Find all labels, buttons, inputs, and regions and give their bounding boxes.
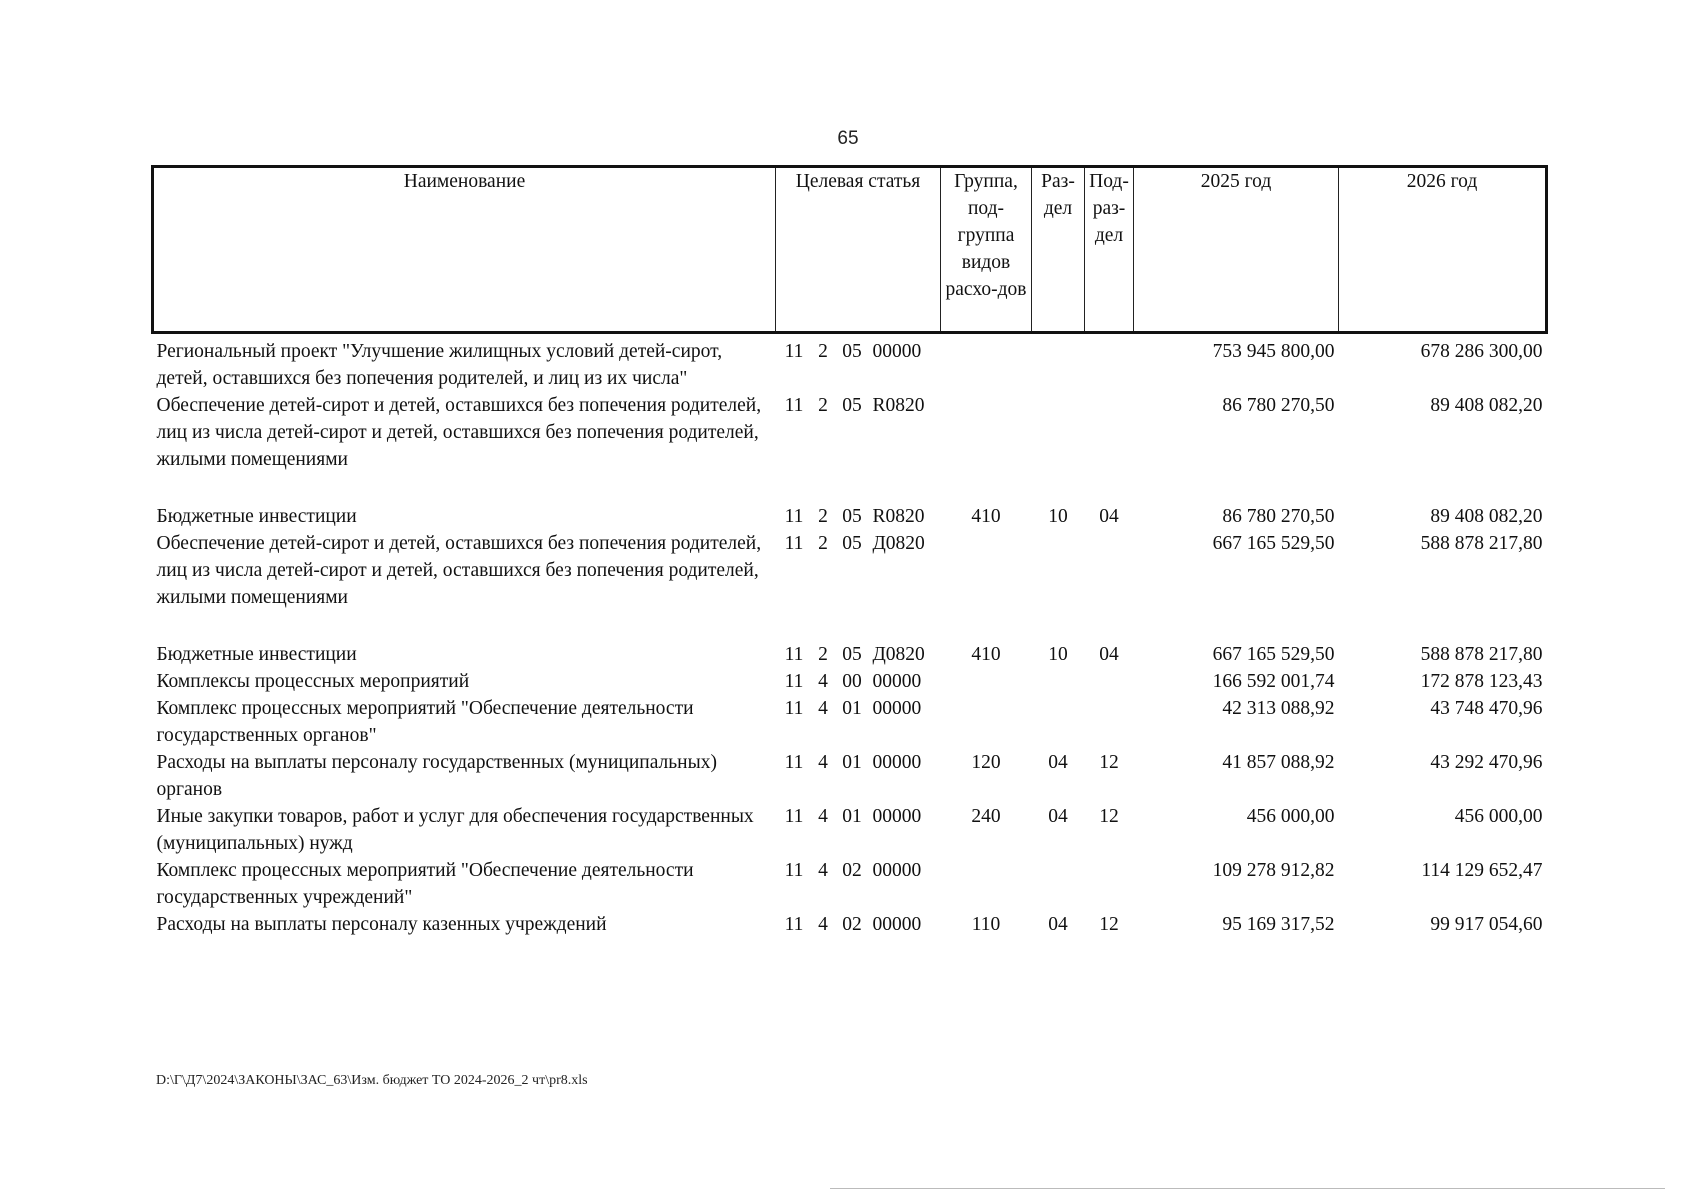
row-2026: 99 917 054,60 (1430, 914, 1543, 935)
table-header (153, 167, 1547, 333)
table-row (153, 803, 1547, 857)
row-group: 410 (971, 644, 1001, 665)
row-2026: 89 408 082,20 (1430, 395, 1543, 416)
row-2025: 166 592 001,74 (1212, 671, 1335, 692)
row-article-3: 00 (842, 671, 862, 692)
row-article-3: 02 (842, 914, 862, 935)
row-article-3: 01 (842, 806, 862, 827)
row-article-1: 11 (784, 533, 804, 554)
row-2026: 588 878 217,80 (1420, 644, 1543, 665)
row-article-2: 2 (818, 395, 828, 416)
row-group (941, 333, 1032, 393)
row-article-3: 01 (842, 698, 862, 719)
header-group (941, 167, 1032, 333)
row-group (941, 857, 1032, 911)
row-group (941, 668, 1032, 695)
row-article-2: 4 (818, 671, 828, 692)
row-article-1: 11 (784, 506, 804, 527)
row-article-1: 11 (784, 806, 804, 827)
row-group (941, 530, 1032, 641)
row-group (941, 695, 1032, 749)
row-2026: 456 000,00 (1454, 806, 1543, 827)
header-section: Раз-дел (1032, 167, 1085, 333)
row-article-3: 05 (842, 395, 862, 416)
row-article-1: 11 (784, 671, 804, 692)
row-section (1032, 333, 1085, 393)
row-2025: 667 165 529,50 (1212, 533, 1335, 554)
row-article-1: 11 (784, 698, 804, 719)
row-name: Обеспечение детей-сирот и детей, оставшихся без попечения родителей, лиц из числа детей-сирот и детей, оставшихся без попечения родителей, жилыми помещениями (156, 395, 762, 470)
scan-artifact-line (830, 1188, 1665, 1189)
row-group: 240 (971, 806, 1001, 827)
table-row (153, 857, 1547, 911)
row-subsection (1085, 857, 1134, 911)
row-subsection: 12 (1099, 806, 1119, 827)
header-name: Наименование (153, 167, 776, 333)
table-row (153, 668, 1547, 695)
row-subsection (1085, 668, 1134, 695)
row-name: Бюджетные инвестиции (156, 644, 357, 665)
row-article-2: 4 (818, 752, 828, 773)
row-2026: 43 292 470,96 (1430, 752, 1543, 773)
row-subsection: 12 (1099, 752, 1119, 773)
row-subsection (1085, 695, 1134, 749)
row-name: Бюджетные инвестиции (156, 506, 357, 527)
row-2025: 109 278 912,82 (1212, 860, 1335, 881)
table-row (153, 333, 1547, 393)
row-group: 110 (971, 914, 1001, 935)
header-2026: 2026 год (1339, 167, 1547, 333)
row-article-1: 11 (784, 341, 804, 362)
row-group: 410 (971, 506, 1001, 527)
row-subsection (1085, 392, 1134, 503)
table-row (153, 911, 1547, 938)
row-article-3: 05 (842, 506, 862, 527)
row-2025: 42 313 088,92 (1222, 698, 1335, 719)
header-target-article: Целевая статья (776, 167, 941, 333)
row-subsection: 04 (1099, 506, 1119, 527)
row-section: 10 (1048, 644, 1068, 665)
row-2025: 41 857 088,92 (1222, 752, 1335, 773)
table-row (153, 695, 1547, 749)
row-2026: 172 878 123,43 (1420, 671, 1543, 692)
table-row (153, 641, 1547, 668)
row-group: 120 (971, 752, 1001, 773)
row-article-3: 05 (842, 533, 862, 554)
row-article-1: 11 (784, 644, 804, 665)
header-subsection: Под-раз-дел (1085, 167, 1134, 333)
row-section (1032, 392, 1085, 503)
row-subsection (1085, 333, 1134, 393)
row-subsection (1085, 530, 1134, 641)
row-article-4: 00000 (872, 914, 922, 935)
row-article-2: 2 (818, 341, 828, 362)
row-name: Региональный проект "Улучшение жилищных условий детей-сирот, детей, оставшихся без попечения родителей, и лиц из их числа" (156, 341, 723, 389)
row-article-3: 05 (842, 644, 862, 665)
table-row (153, 530, 1547, 641)
row-article-2: 2 (818, 644, 828, 665)
row-article-1: 11 (784, 860, 804, 881)
table-row (153, 503, 1547, 530)
row-2026: 678 286 300,00 (1420, 341, 1543, 362)
row-name: Расходы на выплаты персоналу государственных (муниципальных) органов (156, 752, 717, 800)
row-section: 10 (1048, 506, 1068, 527)
row-article-4: 00000 (872, 671, 922, 692)
row-section (1032, 668, 1085, 695)
row-article-2: 4 (818, 806, 828, 827)
file-path-footer: D:\Г\Д7\2024\ЗАКОНЫ\ЗАС_63\Изм. бюджет ТО 2024-2026_2 чт\pr8.xls (156, 1073, 588, 1088)
row-article-1: 11 (784, 752, 804, 773)
row-article-3: 02 (842, 860, 862, 881)
header-group-text: Группа, под-группа видов расхо-дов (945, 171, 1027, 300)
row-article-4: Д0820 (872, 533, 925, 554)
row-article-4: R0820 (872, 506, 925, 527)
row-name: Комплекс процессных мероприятий "Обеспечение деятельности государственных органов" (156, 698, 694, 746)
row-article-4: 00000 (872, 806, 922, 827)
row-name: Комплекс процессных мероприятий "Обеспечение деятельности государственных учреждений" (156, 860, 694, 908)
row-2025: 86 780 270,50 (1222, 506, 1335, 527)
row-section (1032, 530, 1085, 641)
row-article-4: 00000 (872, 752, 922, 773)
row-name: Расходы на выплаты персоналу казенных учреждений (156, 914, 607, 935)
row-section (1032, 695, 1085, 749)
row-section: 04 (1048, 914, 1068, 935)
row-name: Комплексы процессных мероприятий (156, 671, 470, 692)
row-subsection: 04 (1099, 644, 1119, 665)
budget-table (151, 165, 1548, 938)
row-section: 04 (1048, 806, 1068, 827)
row-article-3: 05 (842, 341, 862, 362)
row-2025: 95 169 317,52 (1222, 914, 1335, 935)
row-article-3: 01 (842, 752, 862, 773)
page-number: 65 (837, 128, 859, 149)
row-article-4: 00000 (872, 341, 922, 362)
row-article-2: 2 (818, 506, 828, 527)
row-article-1: 11 (784, 914, 804, 935)
table-row (153, 749, 1547, 803)
row-article-2: 4 (818, 914, 828, 935)
row-article-4: 00000 (872, 860, 922, 881)
row-name: Иные закупки товаров, работ и услуг для обеспечения государственных (муниципальных) нужд (156, 806, 754, 854)
table-row (153, 392, 1547, 503)
row-section (1032, 857, 1085, 911)
row-article-1: 11 (784, 395, 804, 416)
row-name: Обеспечение детей-сирот и детей, оставшихся без попечения родителей, лиц из числа детей-сирот и детей, оставшихся без попечения родителей, жилыми помещениями (156, 533, 762, 608)
row-group (941, 392, 1032, 503)
row-article-2: 2 (818, 533, 828, 554)
header-2025: 2025 год (1134, 167, 1339, 333)
row-article-4: R0820 (872, 395, 925, 416)
row-2026: 114 129 652,47 (1421, 860, 1543, 881)
row-article-4: 00000 (872, 698, 922, 719)
row-2025: 667 165 529,50 (1212, 644, 1335, 665)
row-article-4: Д0820 (872, 644, 925, 665)
table-body (153, 333, 1547, 939)
row-section: 04 (1048, 752, 1068, 773)
row-2026: 588 878 217,80 (1420, 533, 1543, 554)
row-article-2: 4 (818, 698, 828, 719)
row-2025: 456 000,00 (1246, 806, 1335, 827)
row-2025: 86 780 270,50 (1222, 395, 1335, 416)
row-article-2: 4 (818, 860, 828, 881)
row-2025: 753 945 800,00 (1212, 341, 1335, 362)
row-2026: 43 748 470,96 (1430, 698, 1543, 719)
row-subsection: 12 (1099, 914, 1119, 935)
row-2026: 89 408 082,20 (1430, 506, 1543, 527)
